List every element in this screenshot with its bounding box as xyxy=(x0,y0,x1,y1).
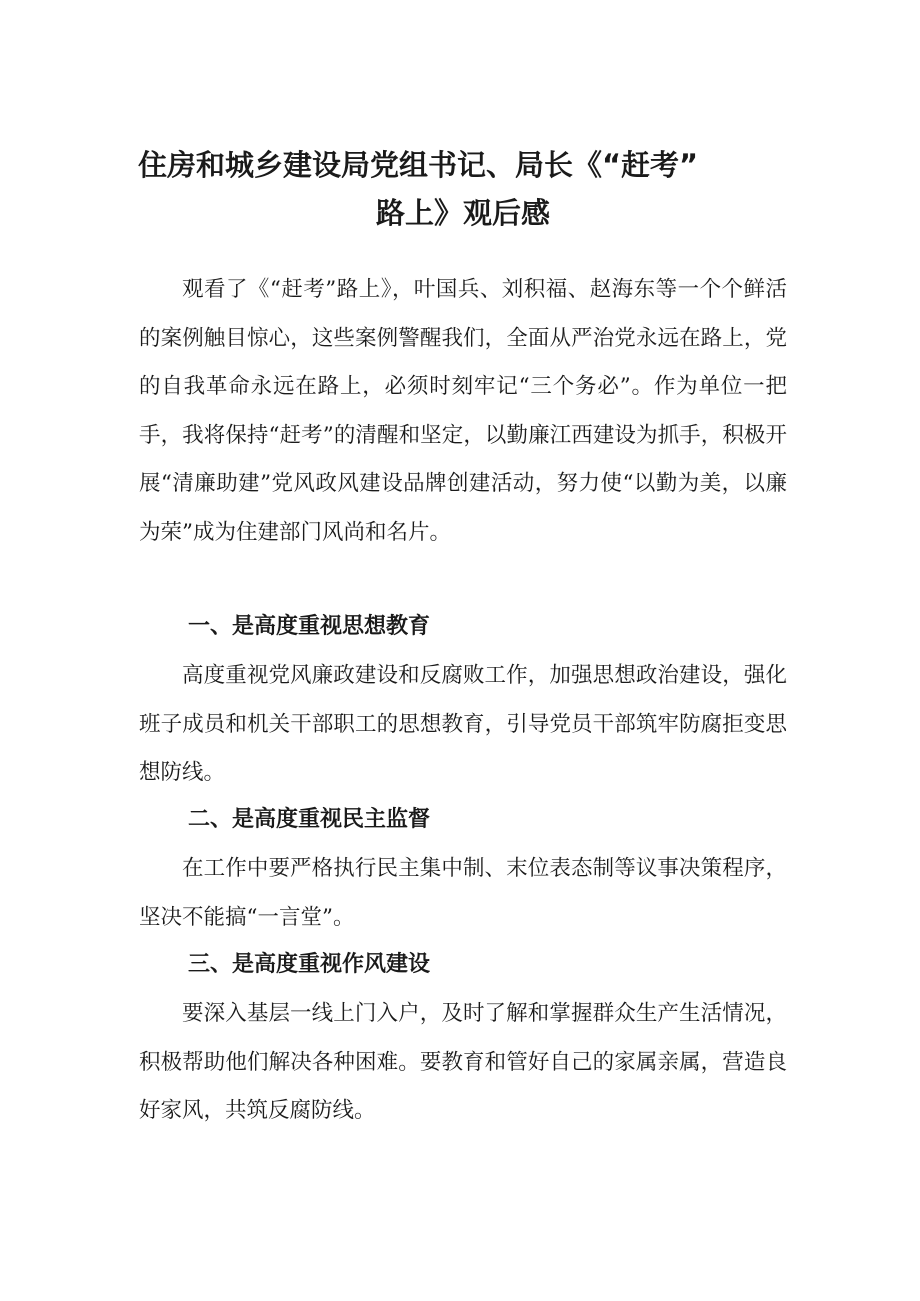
document-title-line-1: 住房和城乡建设局党组书记、局长《“赶考” xyxy=(138,148,699,182)
section-heading-2: 二、是高度重视民主监督 xyxy=(188,807,431,832)
document-title-line-2: 路上》观后感 xyxy=(375,196,550,230)
section-paragraph-3: 要深入基层一线上门入户，及时了解和掌握群众生产生活情况，积极帮助他们解决各种困难。要教育和管好自己的家属亲属，营造良好家风，共筑反腐防线。 xyxy=(139,1001,787,1123)
intro-paragraph: 观看了《“赶考”路上》，叶国兵、刘积福、赵海东等一个个鲜活的案例触目惊心，这些案例警醒我们，全面从严治党永远在路上，党的自我革命永远在路上，必须时刻牢记“三个务必”。作为单位一把手，我将保持“赶考”的清醒和坚定，以勤廉江西建设为抓手，积极开展“清廉助建”党风政风建设品牌创建活动，努力使“以勤为美，以廉为荣”成为住建部门风尚和名片。 xyxy=(139,277,787,545)
section-heading-1: 一、是高度重视思想教育 xyxy=(188,614,431,639)
section-heading-3: 三、是高度重视作风建设 xyxy=(188,952,431,977)
section-paragraph-1: 高度重视党风廉政建设和反腐败工作，加强思想政治建设，强化班子成员和机关干部职工的思想教育，引导党员干部筑牢防腐拒变思想防线。 xyxy=(139,663,787,785)
section-paragraph-2: 在工作中要严格执行民主集中制、末位表态制等议事决策程序，坚决不能搞“一言堂”。 xyxy=(139,856,787,930)
